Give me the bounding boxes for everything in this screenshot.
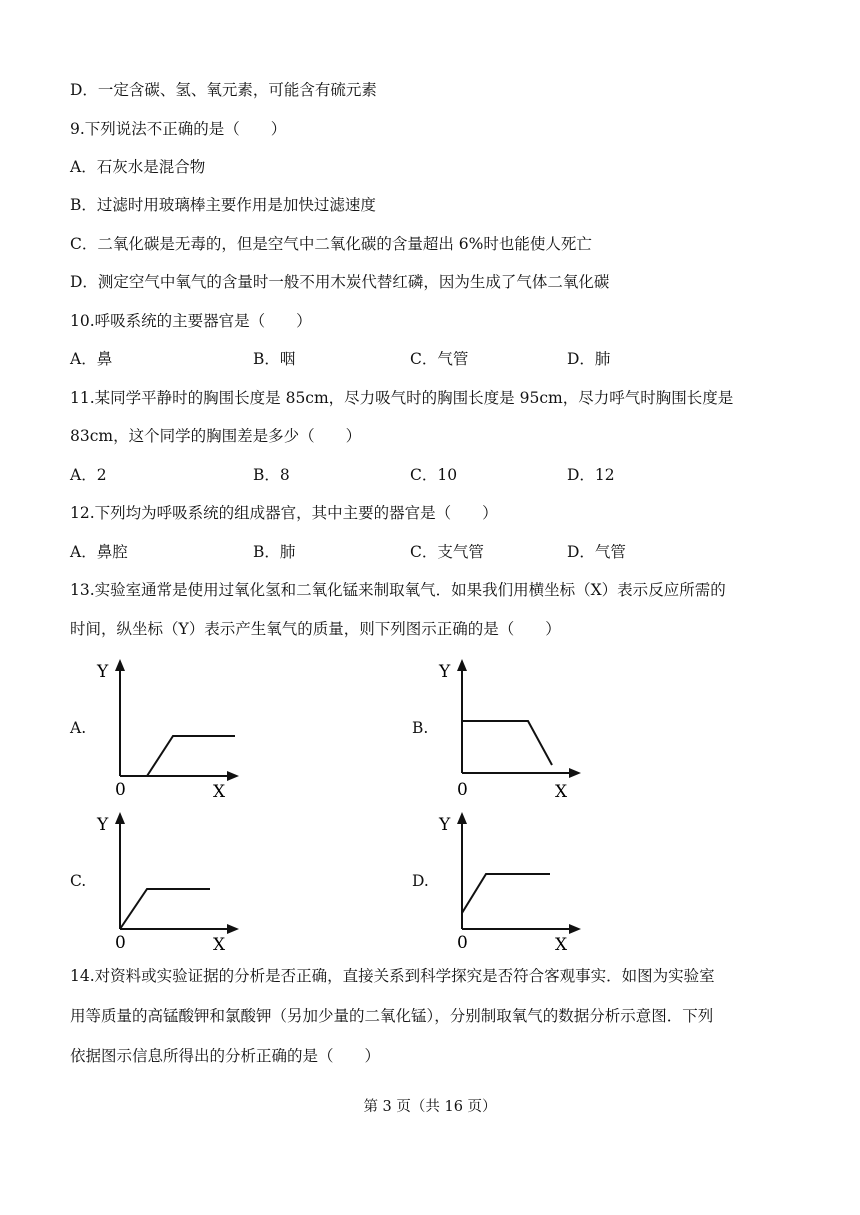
graph-b — [437, 655, 587, 800]
graph-a — [95, 655, 245, 800]
q9-option-c: C．二氧化碳是无毒的，但是空气中二氧化碳的含量超出 6%时也能使人死亡 — [70, 235, 592, 253]
q9-option-b: B．过滤时用玻璃棒主要作用是加快过滤速度 — [70, 196, 376, 214]
graph-b-label: B. — [412, 719, 429, 737]
q12-option-d: D．气管 — [567, 543, 626, 561]
graph-a-curve — [147, 736, 235, 776]
graph-c-y-arrow — [115, 812, 125, 824]
page-number-footer: 第 3 页（共 16 页） — [363, 1099, 497, 1115]
graph-a-y-label: Y — [97, 662, 109, 682]
q12-options — [70, 542, 810, 562]
q10-options — [70, 349, 810, 369]
q8-option-d: D．一定含碳、氢、氧元素，可能含有硫元素 — [70, 81, 377, 99]
q10-option-c: C．气管 — [410, 350, 469, 368]
q11-option-d: D．12 — [567, 466, 615, 484]
graph-d-y-arrow — [457, 812, 467, 824]
graph-c-x-label: X — [213, 935, 226, 953]
graph-c-curve — [120, 889, 210, 929]
q10-option-b: B．咽 — [253, 350, 296, 368]
q11-option-b: B．8 — [253, 466, 290, 484]
graph-a-x-label: X — [213, 782, 226, 800]
q14-stem-line2: 用等质量的高锰酸钾和氯酸钾（另加少量的二氧化锰），分别制取氧气的数据分析示意图．下列 — [70, 1007, 714, 1025]
graph-d-x-arrow — [569, 924, 581, 934]
q10-option-a: A．鼻 — [70, 350, 113, 368]
graph-c — [95, 808, 245, 953]
graph-a-y-arrow — [115, 659, 125, 671]
q12-option-c: C．支气管 — [410, 543, 484, 561]
q9-option-a: A．石灰水是混合物 — [70, 158, 206, 176]
graph-c-label: C. — [70, 872, 87, 890]
q11-stem-line1: 11.某同学平静时的胸围长度是 85cm，尽力吸气时的胸围长度是 95cm，尽力呼气时胸围长度是 — [70, 389, 734, 407]
q14-stem-line3: 依据图示信息所得出的分析正确的是（ ） — [70, 1047, 381, 1065]
q11-options — [70, 465, 810, 485]
graph-d-x-label: X — [555, 935, 568, 953]
graph-c-origin: 0 — [115, 933, 126, 953]
q12-stem: 12.下列均为呼吸系统的组成器官，其中主要的器官是（ ） — [70, 504, 498, 522]
q9-option-d: D．测定空气中氧气的含量时一般不用木炭代替红磷，因为生成了气体二氧化碳 — [70, 273, 610, 291]
graph-d-y-label: Y — [439, 815, 451, 835]
graph-b-origin: 0 — [457, 780, 468, 800]
q12-option-a: A．鼻腔 — [70, 543, 128, 561]
graph-a-origin: 0 — [115, 780, 126, 800]
q13-stem-line1: 13.实验室通常是使用过氧化氢和二氧化锰来制取氧气．如果我们用横坐标（X）表示反应所需的 — [70, 581, 726, 599]
q14-stem-line1: 14.对资料或实验证据的分析是否正确，直接关系到科学探究是否符合客观事实．如图为实验室 — [70, 967, 715, 985]
q13-stem-line2: 时间，纵坐标（Y）表示产生氧气的质量，则下列图示正确的是（ ） — [70, 620, 561, 638]
graph-a-label: A. — [70, 719, 87, 737]
graph-d — [437, 808, 587, 953]
q11-stem-line2: 83cm，这个同学的胸围差是多少（ ） — [70, 427, 362, 445]
q10-option-d: D．肺 — [567, 350, 611, 368]
q11-option-c: C．10 — [410, 466, 458, 484]
graph-d-curve — [462, 874, 550, 913]
graph-b-x-label: X — [555, 782, 568, 800]
q9-stem: 9.下列说法不正确的是（ ） — [70, 120, 287, 138]
q10-stem: 10.呼吸系统的主要器官是（ ） — [70, 312, 312, 330]
graph-c-y-label: Y — [97, 815, 109, 835]
q11-option-a: A．2 — [70, 466, 107, 484]
graph-d-label: D. — [412, 872, 429, 890]
graph-d-origin: 0 — [457, 933, 468, 953]
graph-b-y-arrow — [457, 659, 467, 671]
graph-c-x-arrow — [227, 924, 239, 934]
graph-b-y-label: Y — [439, 662, 451, 682]
graph-a-x-arrow — [227, 771, 239, 781]
q12-option-b: B．肺 — [253, 543, 296, 561]
graph-b-x-arrow — [569, 768, 581, 778]
graph-b-curve — [462, 721, 552, 765]
